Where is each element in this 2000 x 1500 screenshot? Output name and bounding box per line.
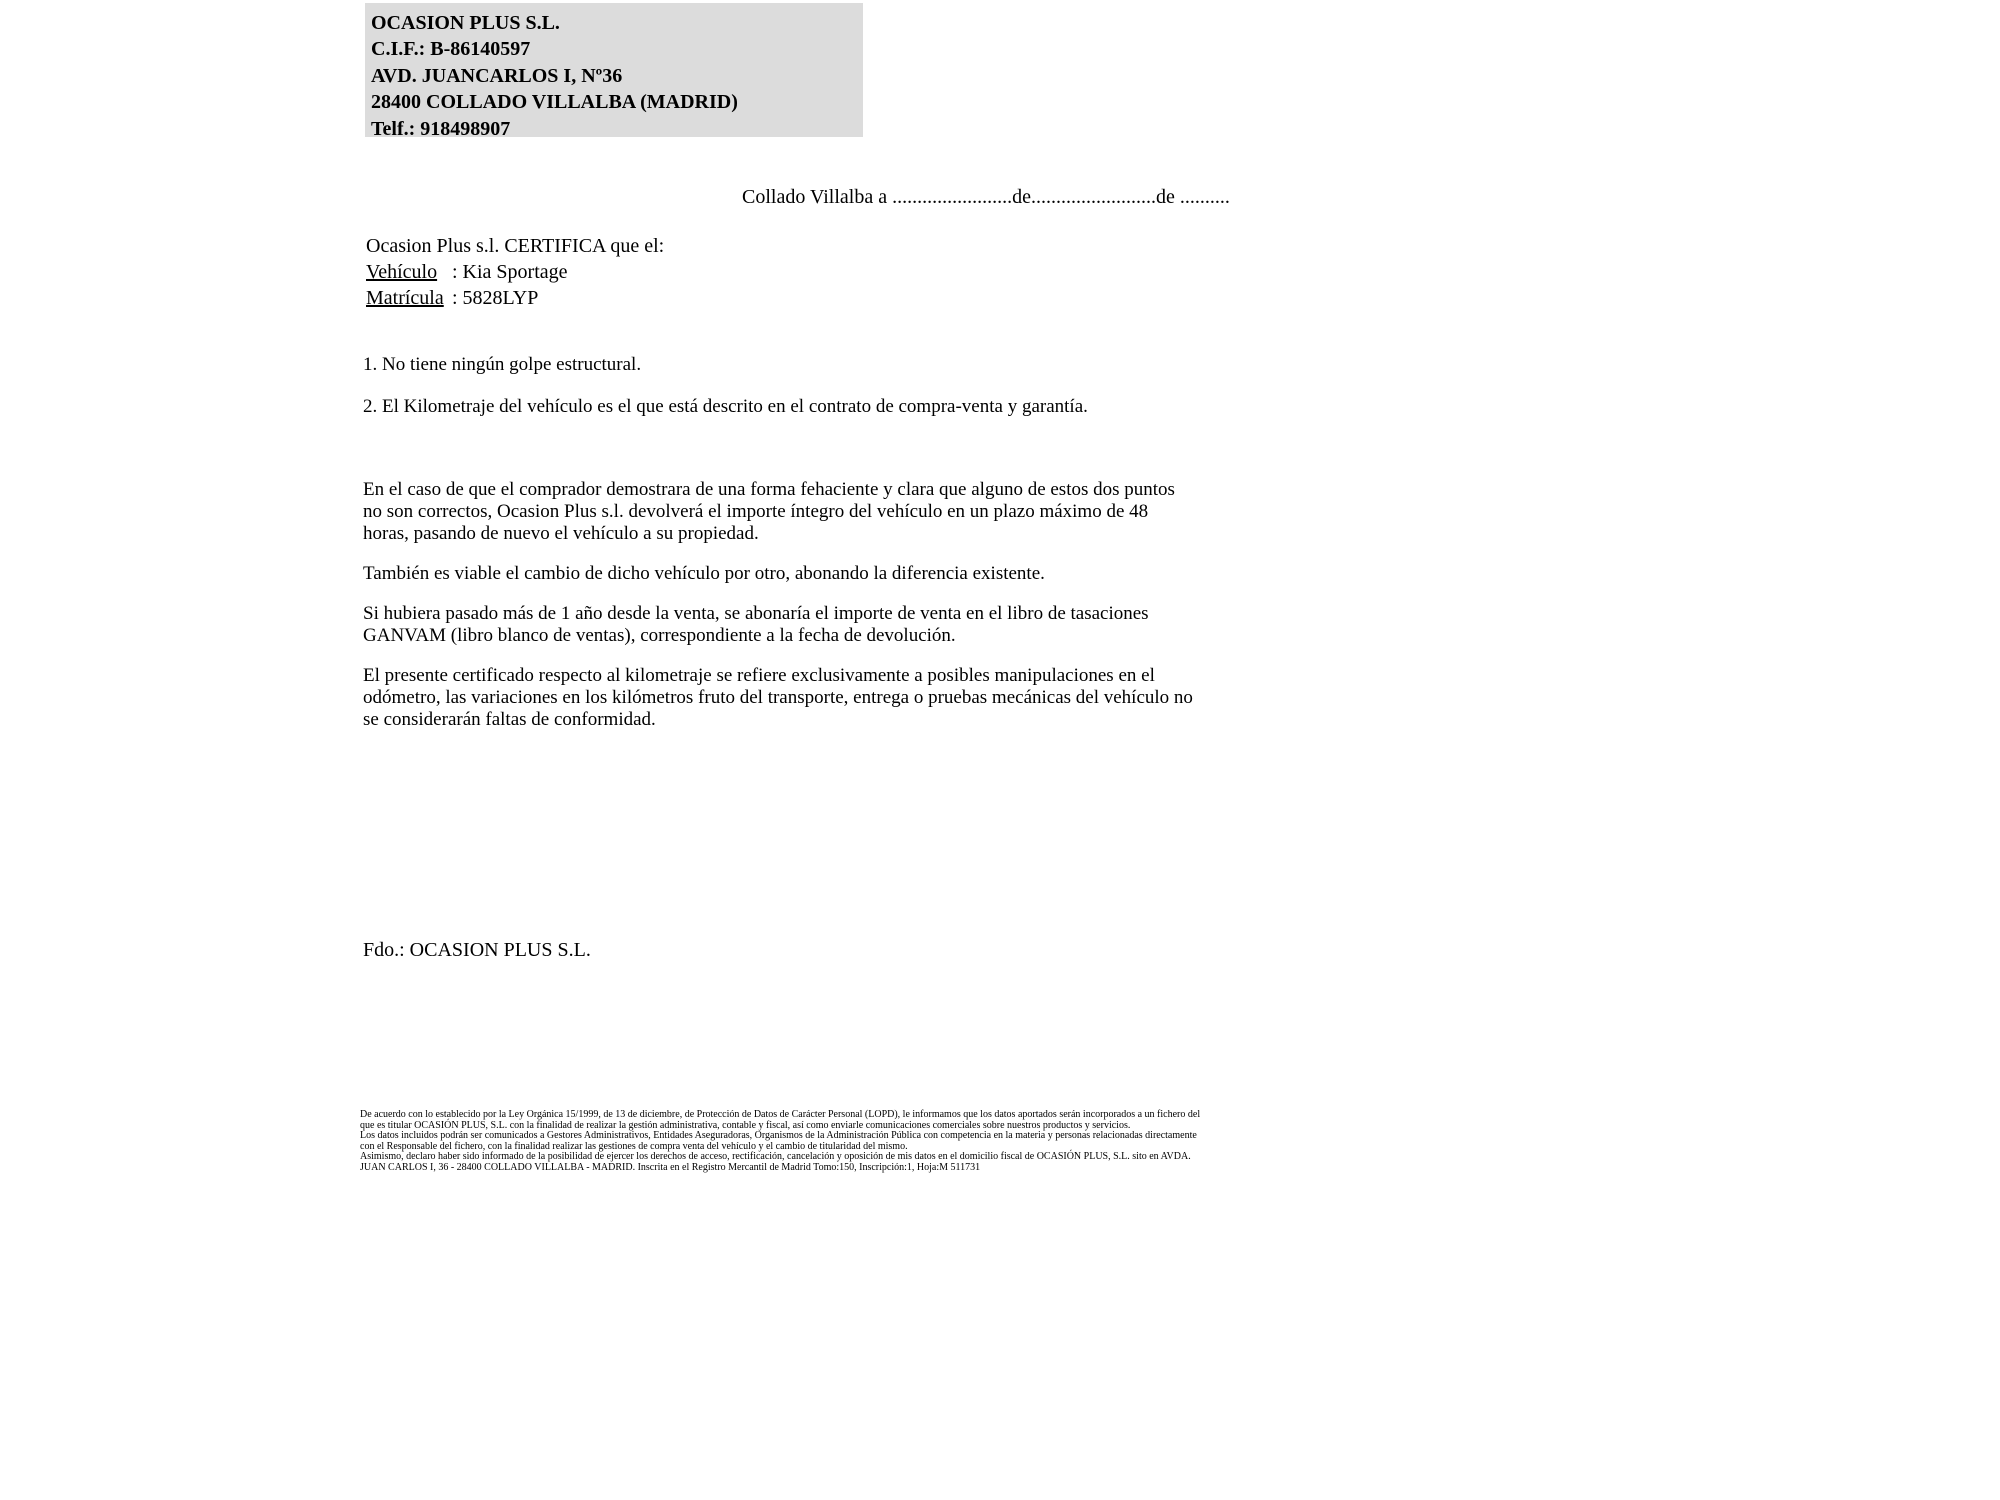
date-line: Collado Villalba a ........................de.........................de .......... (742, 186, 1230, 208)
company-cif: C.I.F.: B-86140597 (371, 38, 531, 61)
plate-value: : 5828LYP (452, 287, 539, 309)
plate-label: Matrícula (366, 287, 444, 309)
company-name: OCASION PLUS S.L. (371, 12, 560, 34)
company-phone: Telf.: 918498907 (371, 117, 511, 140)
certify-intro: Ocasion Plus s.l. CERTIFICA que el: (366, 235, 665, 257)
vehicle-value: : Kia Sportage (452, 261, 568, 283)
paragraph-refund: En el caso de que el comprador demostrara de una forma fehaciente y clara que alguno de estos dos puntos no son correctos, Ocasion Plus s.l. devolverá el importe íntegro del vehículo en un plazo máximo de 48 horas, pasando de nuevo el vehículo a su propiedad. (363, 479, 1175, 544)
legal-paragraph-lopd: De acuerdo con lo establecido por la Ley Orgánica 15/1999, de 13 de diciembre, de Protección de Datos de Carácter Personal (LOPD), le informamos que los datos aportados serán incorporados a un fichero del que es titular OCASIÓN PLUS, S.L. con la finalidad de realizar la gestión administrativa, contable y fiscal, así como enviarle comunicaciones comerciales sobre nuestros productos y servicios. (360, 1109, 1201, 1131)
paragraph-ganvam: Si hubiera pasado más de 1 año desde la venta, se abonaría el importe de venta en el libro de tasaciones GANVAM (libro blanco de ventas), correspondiente a la fecha de devolución. (363, 603, 1149, 646)
certify-point-2: 2. El Kilometraje del vehículo es el que está descrito en el contrato de compra-venta y garantía. (363, 396, 1088, 417)
legal-paragraph-data-sharing: Los datos incluidos podrán ser comunicados a Gestores Administrativos, Entidades Aseguradoras, Organismos de la Administración Pública con competencia en la materia y personas relacionadas directamente con el Responsable del fichero, con la finalidad realizar las gestiones de compra venta del vehículo y el cambio de titularidad del mismo. (360, 1130, 1197, 1152)
plate-row (366, 285, 664, 311)
company-header-box (365, 3, 863, 140)
vehicle-label: Vehículo (366, 261, 438, 283)
paragraph-exchange: También es viable el cambio de dicho vehículo por otro, abonando la diferencia existente. (363, 563, 1045, 584)
vehicle-row (366, 259, 664, 285)
paragraph-odometer: El presente certificado respecto al kilometraje se refiere exclusivamente a posibles manipulaciones en el odómetro, las variaciones en los kilómetros fruto del transporte, entrega o pruebas mecánicas del vehículo no se considerarán faltas de conformidad. (363, 665, 1193, 730)
body-paragraphs (363, 479, 1198, 749)
company-address: AVD. JUANCARLOS I, Nº36 (371, 64, 623, 87)
signature-line: Fdo.: OCASION PLUS S.L. (363, 939, 591, 961)
company-city: 28400 COLLADO VILLALBA (MADRID) (371, 91, 738, 114)
legal-paragraph-rights: Asimismo, declaro haber sido informado de la posibilidad de ejercer los derechos de acceso, rectificación, cancelación y oposición de mis datos en el domicilio fiscal de OCASIÓN PLUS, S.L. sito en AVDA. JUAN CARLOS I, 36 - 28400 COLLADO VILLALBA - MADRID. Inscrita en el Registro Mercantil de Madrid Tomo:150, Inscripción:1, Hoja:M 511731 (360, 1151, 1191, 1173)
certify-block (366, 233, 664, 311)
certify-point-1: 1. No tiene ningún golpe estructural. (363, 354, 642, 375)
legal-footer (360, 1110, 1203, 1173)
